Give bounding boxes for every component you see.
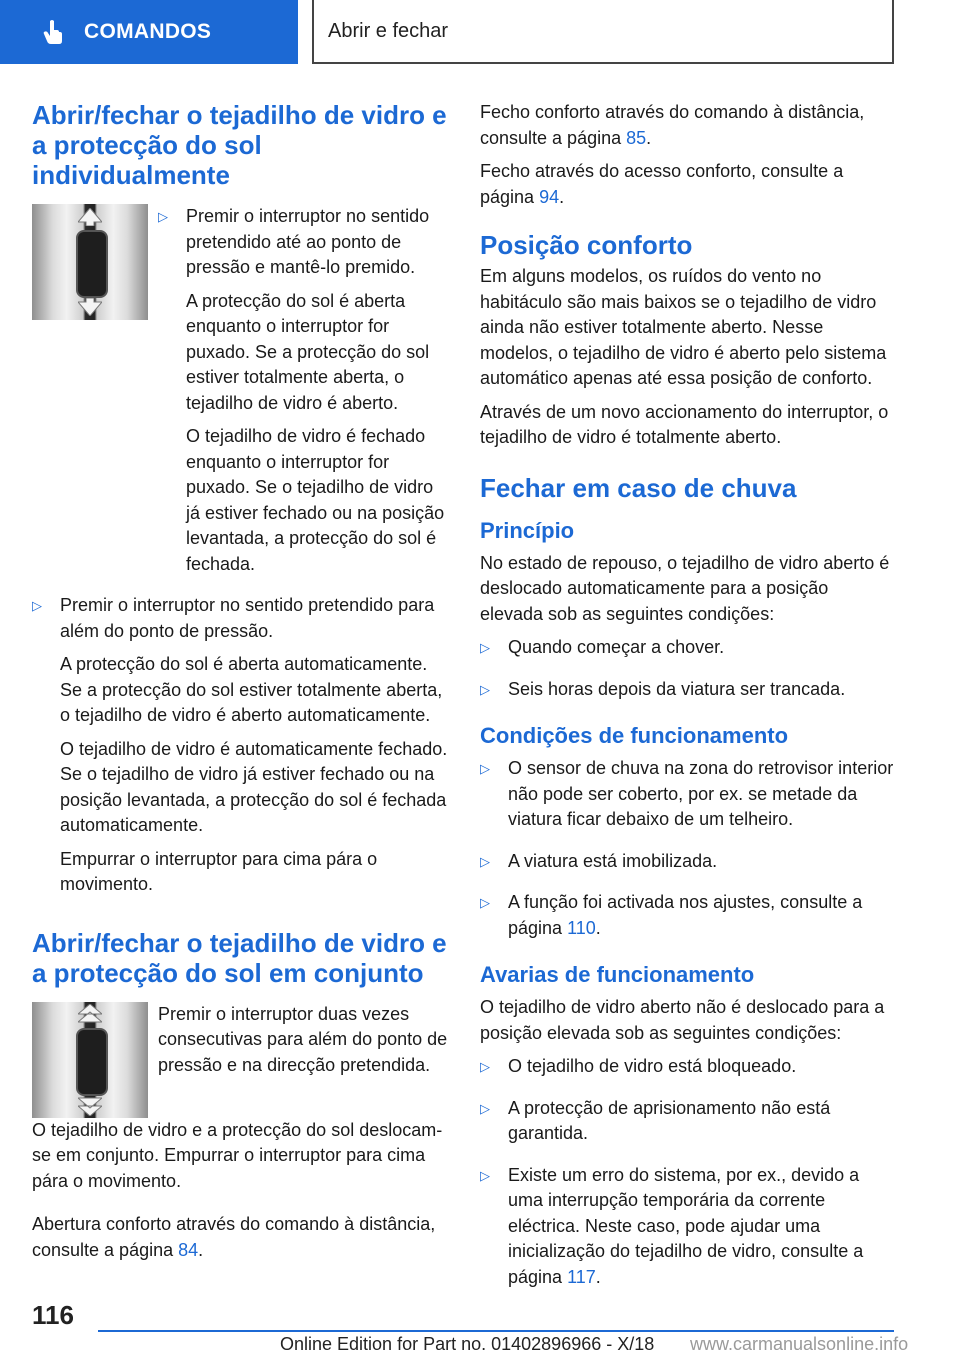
bullet-triangle-icon: ▷	[480, 1100, 490, 1116]
section-title-rain: Fechar em caso de chuva	[480, 472, 797, 503]
page-link[interactable]: 84	[178, 1239, 199, 1260]
bullet-triangle-icon: ▷	[480, 1059, 490, 1074]
paragraph: O tejadilho de vidro é automaticamente fechado. Se o tejadilho de vidro já estiver fechado ou na posição levantada, a protecção do sol é fechada automaticamente.	[60, 738, 448, 835]
paragraph: Abertura conforto através do comando à distância, consulte a página 84.	[32, 1214, 436, 1260]
left-column	[32, 100, 450, 1271]
list-item	[480, 677, 896, 711]
section-title-individual: Abrir/fechar o tejadilho de vidro e a protecção do sol individualmente	[32, 100, 447, 190]
bullet-triangle-icon: ▷	[480, 640, 490, 655]
switch-figure	[32, 1002, 148, 1118]
paragraph-text: Abertura conforto através do comando à distância, consulte a página	[32, 1214, 436, 1260]
footer-divider	[98, 1330, 894, 1332]
list-item	[158, 204, 450, 585]
list-item	[480, 1096, 896, 1155]
paragraph-text: Fecho conforto através do comando à distância, consulte a página	[480, 102, 865, 148]
paragraph: O tejadilho de vidro e a protecção do sol deslocam-se em conjunto. Empurrar o interruptor para cima pára o movimento.	[32, 1119, 443, 1191]
subsection-title-conditions: Condições de funcionamento	[480, 723, 789, 748]
roof-switch-illustration	[76, 1028, 108, 1096]
list-item	[480, 890, 896, 949]
bullet-triangle-icon: ▷	[32, 598, 42, 613]
chapter-title-box	[312, 0, 894, 64]
page-link[interactable]: 85	[626, 127, 647, 148]
section-title-comfort: Posição conforto	[480, 230, 693, 260]
paragraph: No estado de repouso, o tejadilho de vidro aberto é deslocado automaticamente para a posição elevada sob as seguintes condições:	[480, 552, 890, 624]
bullet-triangle-icon: ▷	[158, 209, 168, 224]
paragraph: Quando começar a chover.	[508, 637, 725, 657]
paragraph: Premir o interruptor duas vezes consecutivas para além do ponto de pressão e na direcção pretendida.	[158, 1003, 448, 1075]
paragraph: O sensor de chuva na zona do retrovisor interior não pode ser coberto, por ex. se metade da viatura ficar debaixo de um telheiro.	[508, 758, 894, 829]
paragraph: A função foi activada nos ajustes, consulte a página 110.	[508, 892, 863, 938]
section-tab[interactable]	[0, 0, 298, 64]
switch-figure	[32, 204, 148, 320]
paragraph: O tejadilho de vidro está bloqueado.	[508, 1056, 797, 1076]
footer-watermark: www.carmanualsonline.info	[690, 1334, 909, 1354]
list-item	[480, 635, 896, 669]
paragraph: Fecho conforto através do comando à distância, consulte a página 85.	[480, 102, 865, 148]
paragraph: Em alguns modelos, os ruídos do vento no habitáculo são mais baixos se o tejadilho de vidro ainda não estiver totalmente aberto. Nesse modelos, o tejadilho de vidro é aberto pelo sistema automático apenas até essa posição de conforto.	[480, 266, 887, 388]
page-link[interactable]: 110	[567, 917, 596, 938]
chapter-title: Abrir e fechar	[328, 19, 449, 42]
paragraph: Empurrar o interruptor para cima pára o movimento.	[60, 848, 378, 894]
paragraph: A protecção de aprisionamento não está garantida.	[508, 1097, 831, 1143]
paragraph: Seis horas depois da viatura ser trancada.	[508, 678, 846, 699]
paragraph: Fecho através do acesso conforto, consulte a página 94.	[480, 161, 844, 207]
bullet-triangle-icon: ▷	[480, 895, 490, 910]
paragraph-text: Existe um erro do sistema, por ex., devido a uma interrupção temporária da corrente eléctrica. Neste caso, pode ajudar uma inicialização do tejadilho de vidro, consulte a página	[508, 1164, 864, 1287]
paragraph: Premir o interruptor no sentido pretendido até ao ponto de pressão e mantê-lo premido.	[186, 206, 430, 277]
paragraph: A protecção do sol é aberta automaticamente. Se a protecção do sol estiver totalmente aberta, o tejadilho de vidro é aberto automaticamente.	[60, 654, 443, 725]
paragraph: A viatura está imobilizada.	[508, 850, 718, 871]
page-link[interactable]: 94	[539, 186, 560, 207]
paragraph: O tejadilho de vidro é fechado enquanto o interruptor for puxado. Se o tejadilho de vidro já estiver fechado ou na posição levantada, a protecção do sol é fechada.	[186, 426, 445, 574]
paragraph: O tejadilho de vidro aberto não é deslocado para a posição elevada sob as seguintes condições:	[480, 997, 885, 1043]
paragraph: Através de um novo accionamento do interruptor, o tejadilho de vidro é totalmente aberto.	[480, 401, 889, 447]
page-number: 116	[32, 1300, 74, 1330]
right-column	[480, 100, 896, 1306]
double-arrow-down-icon	[78, 1094, 102, 1116]
roof-switch-illustration	[76, 230, 108, 298]
bullet-triangle-icon: ▷	[480, 1167, 490, 1183]
page-header	[0, 0, 960, 68]
double-arrow-up-icon	[78, 1004, 102, 1026]
paragraph: Premir o interruptor no sentido pretendido para além do ponto de pressão.	[60, 595, 435, 641]
page-link[interactable]: 117	[567, 1266, 596, 1287]
paragraph-text: Fecho através do acesso conforto, consulte a página	[480, 161, 844, 207]
section-tab-label: COMANDOS	[84, 20, 212, 43]
bullet-triangle-icon: ▷	[480, 761, 490, 776]
section-title-together: Abrir/fechar o tejadilho de vidro e a protecção do sol em conjunto	[32, 927, 447, 988]
list-item	[480, 849, 896, 883]
list-item	[480, 756, 896, 841]
subsection-title-principle: Princípio	[480, 517, 575, 543]
list-item	[480, 1054, 896, 1088]
bullet-triangle-icon: ▷	[480, 681, 490, 697]
subsection-title-faults: Avarias de funcionamento	[480, 962, 755, 987]
arrow-up-icon	[78, 208, 102, 226]
paragraph: A protecção do sol é aberta enquanto o interruptor for puxado. Se a protecção do sol estiver totalmente aberta, o tejadilho de vidro é aberto.	[186, 290, 430, 413]
hand-pointer-icon	[42, 19, 64, 45]
list-item	[32, 593, 450, 906]
list-item	[480, 1163, 896, 1299]
footer-edition: Online Edition for Part no. 01402896966 - X/18	[280, 1334, 655, 1354]
arrow-down-icon	[78, 298, 102, 316]
paragraph-text: A função foi activada nos ajustes, consulte a página	[508, 892, 863, 938]
paragraph: Existe um erro do sistema, por ex., devido a uma interrupção temporária da corrente eléctrica. Neste caso, pode ajudar uma inicialização do tejadilho de vidro, consulte a página 117.	[508, 1164, 864, 1287]
bullet-triangle-icon: ▷	[480, 853, 490, 869]
